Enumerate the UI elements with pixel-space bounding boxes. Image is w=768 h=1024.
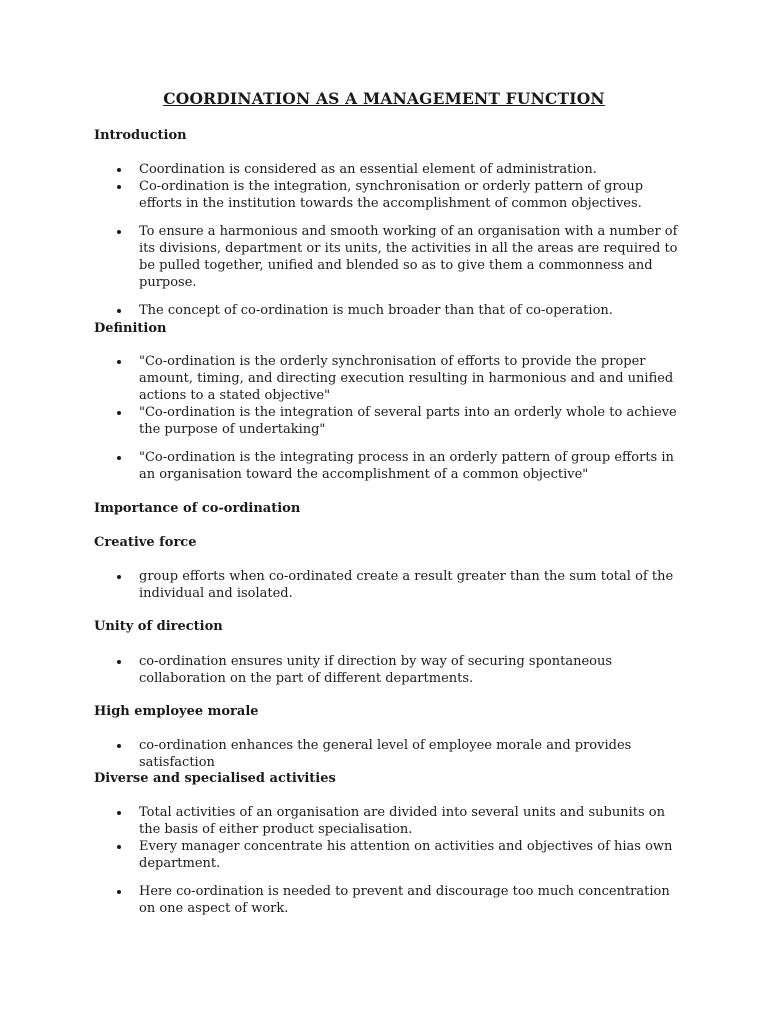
list-item: Co-ordination is the integration, synchronisation or orderly pattern of group efforts in the institution towards the accomplishment of common objectives. [0,178,679,212]
list-item: co-ordination ensures unity if direction by way of securing spontaneous collaboration on the part of different departments. [0,653,679,687]
unity-list [0,653,679,687]
heading-employee-morale: High employee morale [94,704,259,719]
heading-introduction: Introduction [94,128,187,143]
list-item: group efforts when co-ordinated create a result greater than the sum total of the individual and isolated. [0,568,679,602]
creative-force-list [0,568,679,602]
heading-diverse-activities: Diverse and specialised activities [94,771,336,786]
list-item: Coordination is considered as an essential element of administration. [0,161,679,178]
list-item: "Co-ordination is the integrating process in an orderly pattern of group efforts in an organisation toward the accomplishment of a common objective" [0,449,679,483]
list-item: Every manager concentrate his attention on activities and objectives of hias own department. [0,838,679,872]
list-item: Total activities of an organisation are divided into several units and subunits on the basis of either product specialisation. [0,804,679,838]
list-item: "Co-ordination is the orderly synchronisation of efforts to provide the proper amount, timing, and directing execution resulting in harmonious and and unified actions to a stated objective" [0,353,679,404]
morale-list [0,737,679,771]
page-title: COORDINATION AS A MANAGEMENT FUNCTION [163,89,605,108]
list-item: "Co-ordination is the integration of several parts into an orderly whole to achieve the purpose of undertaking" [0,404,679,438]
list-item: To ensure a harmonious and smooth working of an organisation with a number of its divisions, department or its units, the activities in all the areas are required to be pulled together, unified and blended so as to give them a commonness and purpose. [0,223,679,291]
definition-list [0,353,679,483]
list-item: The concept of co-ordination is much broader than that of co-operation. [0,302,679,319]
heading-definition: Definition [94,321,167,336]
heading-unity-of-direction: Unity of direction [94,619,223,634]
list-item: Here co-ordination is needed to prevent and discourage too much concentration on one aspect of work. [0,883,679,917]
heading-creative-force: Creative force [94,535,197,550]
introduction-list [0,161,679,319]
diverse-list [0,804,679,917]
heading-importance: Importance of co-ordination [94,501,301,516]
list-item: co-ordination enhances the general level of employee morale and provides satisfaction [0,737,679,771]
